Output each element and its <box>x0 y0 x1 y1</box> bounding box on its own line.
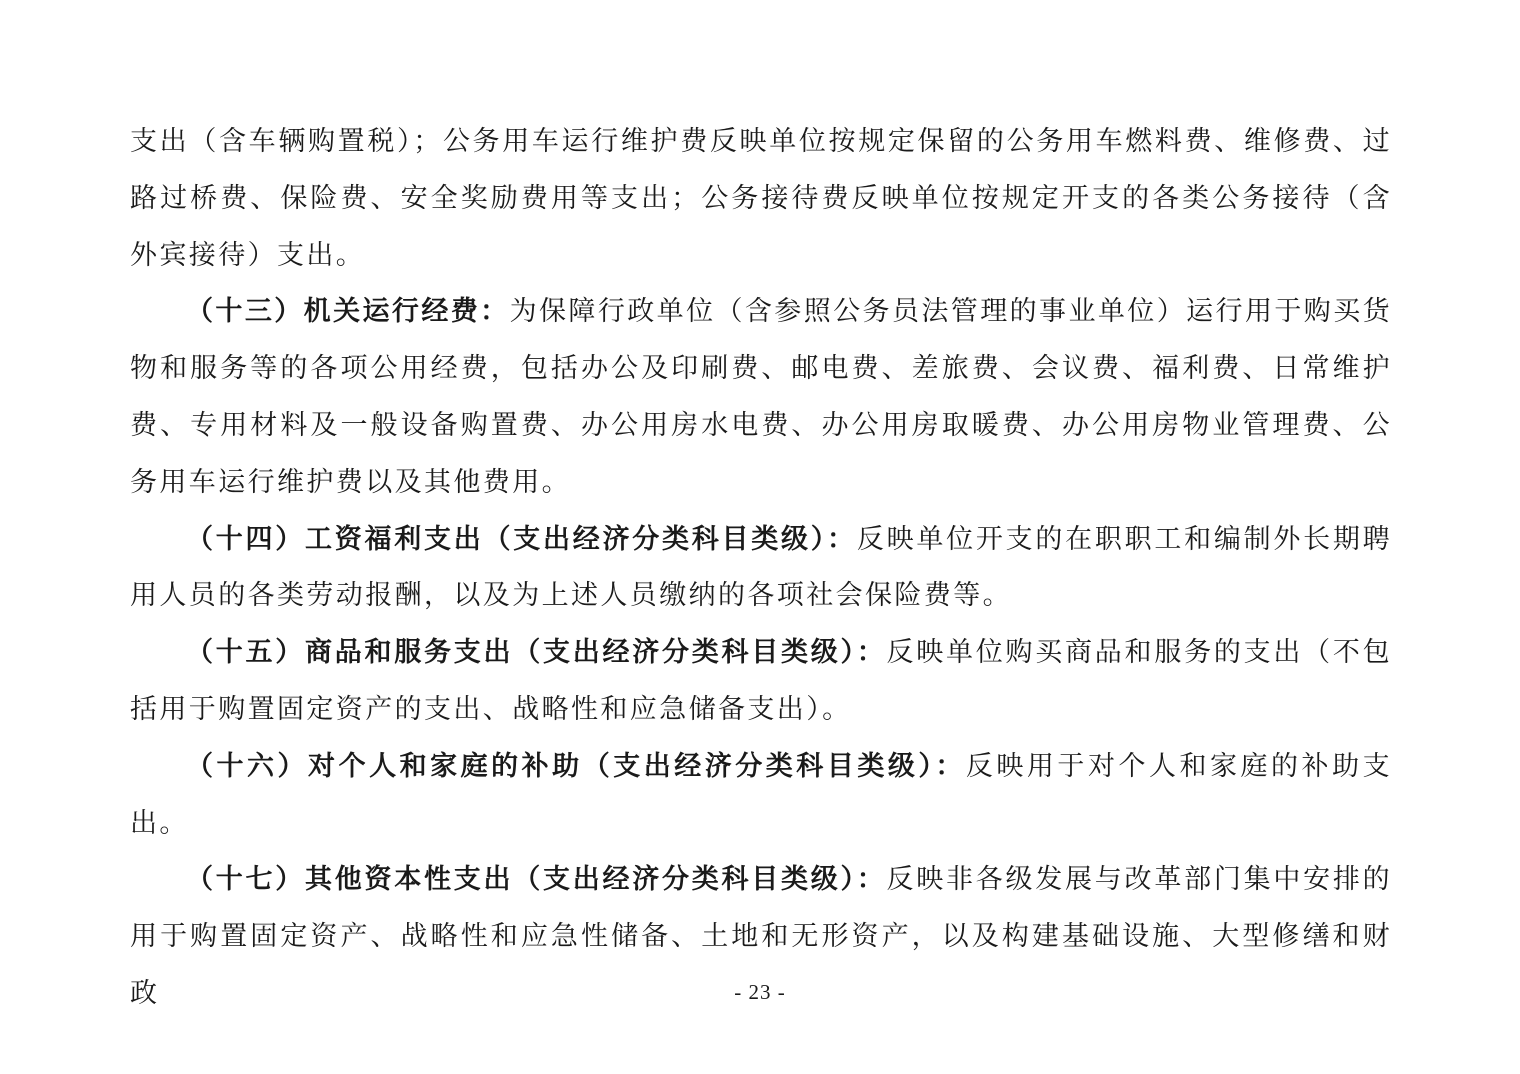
paragraph-body: 反映单位开支的在职职工和编制外长期聘用人员的各类劳动报酬，以及为上述人员缴纳的各项社会保险费等。 <box>130 523 1393 612</box>
paragraph-continuation <box>130 114 1392 284</box>
paragraph-term: （十七）其他资本性支出（支出经济分类科目类级）： <box>186 864 887 896</box>
paragraph-item-15 <box>130 625 1392 739</box>
paragraph-term: （十六）对个人和家庭的补助（支出经济分类科目类级）： <box>186 750 966 782</box>
document-body <box>130 114 1392 1023</box>
paragraph-term: （十三）机关运行经费： <box>186 296 510 328</box>
paragraph-term: （十四）工资福利支出（支出经济分类科目类级）： <box>186 523 857 555</box>
paragraph-item-16 <box>130 739 1392 853</box>
paragraph-item-14 <box>130 512 1392 626</box>
paragraph-term: （十五）商品和服务支出（支出经济分类科目类级）： <box>186 637 887 669</box>
paragraph-body: 支出（含车辆购置税）；公务用车运行维护费反映单位按规定保留的公务用车燃料费、维修费、过路过桥费、保险费、安全奖励费用等支出；公务接待费反映单位按规定开支的各类公务接待（含外宾接待）支出。 <box>130 126 1392 271</box>
paragraph-body: 为保障行政单位（含参照公务员法管理的事业单位）运行用于购买货物和服务等的各项公用经费，包括办公及印刷费、邮电费、差旅费、会议费、福利费、日常维护费、专用材料及一般设备购置费、办公用房水电费、办公用房取暖费、办公用房物业管理费、公务用车运行维护费以及其他费用。 <box>130 296 1393 498</box>
paragraph-body: 反映用于对个人和家庭的补助支出。 <box>130 750 1392 839</box>
paragraph-body: 反映非各级发展与改革部门集中安排的用于购置固定资产、战略性和应急性储备、土地和无形资产，以及构建基础设施、大型修缮和财政 <box>130 864 1392 1009</box>
paragraph-body: 反映单位购买商品和服务的支出（不包括用于购置固定资产的支出、战略性和应急储备支出）。 <box>130 637 1392 725</box>
page-number: - 23 - <box>734 980 786 1004</box>
paragraph-item-13 <box>130 284 1392 511</box>
